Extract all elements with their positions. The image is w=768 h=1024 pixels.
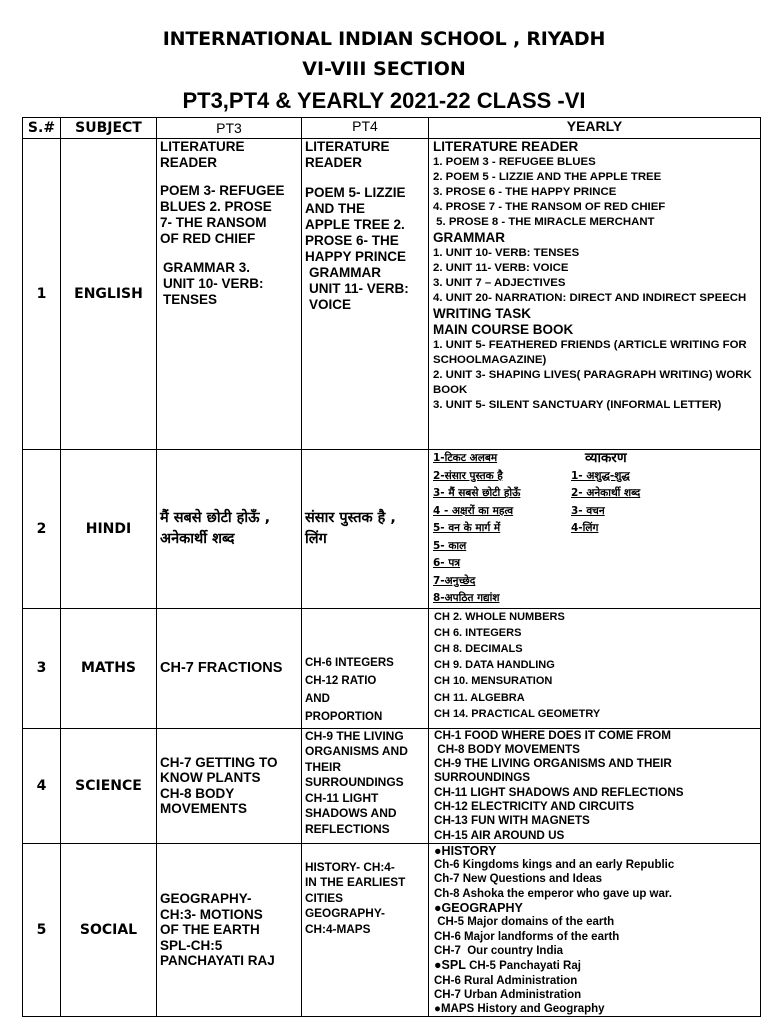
list-item: CH-13 FUN WITH MAGNETS <box>434 814 590 828</box>
chapter-text: 8-अपठित गद्यांश <box>433 592 500 604</box>
table-row <box>23 139 761 450</box>
school-name: INTERNATIONAL INDIAN SCHOOL , RIYADH <box>162 28 606 50</box>
list-item: ●MAPS History and Geography <box>434 1003 605 1016</box>
list-item: 3. UNIT 7 – ADJECTIVES <box>433 277 566 289</box>
text-line: TENSES <box>163 292 218 307</box>
pt3-syllabus <box>157 450 302 609</box>
text-line: 7- THE RANSOM <box>160 215 267 230</box>
chapter-text: 3- मैं सबसे छोटी होऊँ <box>433 487 521 499</box>
list-item: 2. UNIT 11- VERB: VOICE <box>433 262 569 274</box>
yearly-syllabus <box>429 728 761 843</box>
text-line: GEOGRAPHY- <box>160 891 252 907</box>
text-line: मैं सबसे छोटी होऊँ , <box>160 509 271 526</box>
list-item: CH-7 Our country India <box>434 944 564 957</box>
list-item: SURROUNDINGS <box>434 771 531 785</box>
table-row <box>23 608 761 728</box>
grammar-text: 4-लिंग <box>571 522 599 534</box>
list-item: CH 2. WHOLE NUMBERS <box>434 610 565 623</box>
section-heading: MAIN COURSE BOOK <box>433 322 574 337</box>
subject-name: SOCIAL <box>61 843 157 1017</box>
section-heading: GRAMMAR <box>433 230 505 245</box>
list-item: CH-12 ELECTRICITY AND CIRCUITS <box>434 799 634 813</box>
text-line: VOICE <box>309 297 352 312</box>
section-title: VI-VIII SECTION <box>302 58 466 80</box>
list-item-text: CH-5 Panchayati Raj <box>465 960 581 973</box>
list-item <box>433 555 756 573</box>
text-line: CH:4-MAPS <box>305 921 371 936</box>
list-item: 2. POEM 5 - LIZZIE AND THE APPLE TREE <box>433 171 662 183</box>
serial-number: 2 <box>23 450 61 609</box>
table-row <box>23 450 761 609</box>
yearly-syllabus <box>429 843 761 1017</box>
text-line: PROPORTION <box>305 710 383 723</box>
col-header-pt4: PT4 <box>302 118 429 139</box>
list-item: CH-7 Urban Administration <box>434 988 582 1001</box>
serial-number: 5 <box>23 843 61 1017</box>
text-line: PANCHAYATI RAJ <box>160 953 275 969</box>
list-item <box>433 573 756 591</box>
text-line: GEOGRAPHY- <box>305 906 385 921</box>
text-line: CH-8 BODY <box>160 785 235 801</box>
list-item: CH 11. ALGEBRA <box>434 691 525 704</box>
list-item: CH 9. DATA HANDLING <box>434 659 555 672</box>
section-heading: WRITING TASK <box>433 306 531 321</box>
list-item <box>434 958 755 973</box>
list-item: Ch-8 Ashoka the emperor who gave up war. <box>434 887 672 900</box>
pt4-syllabus <box>302 843 429 1017</box>
grammar-text: 3- वचन <box>571 504 605 517</box>
list-item: CH-8 BODY MOVEMENTS <box>434 742 580 756</box>
exam-title: PT3,PT4 & YEARLY 2021-22 CLASS -VI <box>182 88 586 113</box>
text-line: BLUES 2. PROSE <box>160 199 272 214</box>
list-item: CH-11 LIGHT SHADOWS AND REFLECTIONS <box>434 785 684 799</box>
subject-name: ENGLISH <box>61 139 157 450</box>
text-line: लिंग <box>305 530 327 547</box>
list-item: CH 8. DECIMALS <box>434 642 523 655</box>
text-line: PROSE 6- THE <box>305 233 399 248</box>
list-item: 3. UNIT 5- SILENT SANCTUARY (INFORMAL LETTER) <box>433 399 722 411</box>
pt4-syllabus <box>302 728 429 843</box>
list-item: CH 6. INTEGERS <box>434 626 522 639</box>
text-line: POEM 5- LIZZIE <box>305 185 406 200</box>
pt3-syllabus <box>157 139 302 450</box>
section-heading: ●GEOGRAPHY <box>434 901 523 916</box>
text-line: OF RED CHIEF <box>160 231 256 246</box>
subject-name: HINDI <box>61 450 157 609</box>
text-line: AND <box>305 692 330 705</box>
subject-name: MATHS <box>61 608 157 728</box>
grammar-heading: व्याकरण <box>585 450 627 466</box>
grammar-text: 1- अशुद्ध-शुद्ध <box>571 469 630 482</box>
pt4-syllabus <box>302 608 429 728</box>
col-header-sn: S.# <box>23 118 61 139</box>
list-item: 4. PROSE 7 - THE RANSOM OF RED CHIEF <box>433 201 666 213</box>
list-item: 1. UNIT 5- FEATHERED FRIENDS (ARTICLE WRITING FOR SCHOOLMAGAZINE) <box>433 339 747 366</box>
pt4-syllabus <box>302 139 429 450</box>
list-item: Ch-7 New Questions and Ideas <box>434 873 603 886</box>
col-header-yearly: YEARLY <box>429 118 761 139</box>
chapter-text: 5- वन के मार्ग में <box>433 522 501 534</box>
text-line: CITIES <box>305 890 344 905</box>
table-row <box>23 728 761 843</box>
text-line: APPLE TREE 2. <box>305 217 405 232</box>
section-heading: ●HISTORY <box>434 843 497 858</box>
subject-name: SCIENCE <box>61 728 157 843</box>
text-line: THEIR <box>305 759 341 774</box>
list-item: 5. PROSE 8 - THE MIRACLE MERCHANT <box>433 216 655 228</box>
list-item <box>433 485 756 503</box>
text-line: GRAMMAR <box>309 265 381 280</box>
chapter-text: 4 - अक्षरों का महत्व <box>433 504 514 517</box>
pt4-syllabus <box>302 450 429 609</box>
text-line: HAPPY PRINCE <box>305 249 407 264</box>
list-item <box>433 538 756 556</box>
list-item: CH-6 Major landforms of the earth <box>434 930 620 943</box>
yearly-syllabus <box>429 450 761 609</box>
list-item: CH-1 FOOD WHERE DOES IT COME FROM <box>434 728 671 742</box>
list-item: 1. POEM 3 - REFUGEE BLUES <box>433 156 596 168</box>
pt3-syllabus <box>157 608 302 728</box>
text-line: ORGANISMS AND <box>305 744 408 758</box>
text-line: CH-12 RATIO <box>305 674 377 687</box>
text-line: GRAMMAR 3. <box>163 260 250 275</box>
chapter-text: 7-अनुच्छेद <box>433 574 476 587</box>
list-item: 2. UNIT 3- SHAPING LIVES( PARAGRAPH WRITING) WORK BOOK <box>433 369 752 396</box>
text-line: REFLECTIONS <box>305 821 390 836</box>
text-line: MOVEMENTS <box>160 801 248 817</box>
list-item: Ch-6 Kingdoms kings and an early Republic <box>434 859 675 872</box>
text-line: UNIT 11- VERB: <box>309 281 409 296</box>
grammar-text: 2- अनेकार्थी शब्द <box>571 487 641 499</box>
text-line: READER <box>305 155 363 170</box>
text-line: SPL-CH:5 <box>160 937 223 953</box>
serial-number: 4 <box>23 728 61 843</box>
col-header-subject: SUBJECT <box>61 118 157 139</box>
list-item: CH 10. MENSURATION <box>434 675 553 688</box>
list-item <box>433 468 756 486</box>
table-row <box>23 843 761 1017</box>
text-line: CH-6 INTEGERS <box>305 656 394 669</box>
text-line: CH:3- MOTIONS <box>160 906 263 922</box>
section-heading: ●SPL <box>434 958 466 973</box>
list-item: CH-9 THE LIVING ORGANISMS AND THEIR <box>434 757 672 771</box>
pt3-syllabus <box>157 843 302 1017</box>
chapter-text: 1-टिकट अलबम <box>433 452 498 464</box>
text-line: संसार पुस्तक है , <box>305 509 396 526</box>
chapter-text: 6- पत्र <box>433 557 461 569</box>
text-line: KNOW PLANTS <box>160 770 261 786</box>
list-item <box>433 503 756 521</box>
section-heading: LITERATURE READER <box>433 139 579 154</box>
text-line: CH-7 GETTING TO <box>160 754 278 770</box>
yearly-syllabus <box>429 608 761 728</box>
yearly-syllabus <box>429 139 761 450</box>
text-line: READER <box>160 155 218 170</box>
text-line: SHADOWS AND <box>305 806 397 820</box>
table-header-row <box>23 118 761 139</box>
list-item: CH-6 Rural Administration <box>434 974 578 987</box>
pt3-syllabus <box>157 728 302 843</box>
text-line: HISTORY- CH:4- <box>305 859 395 874</box>
list-item: CH 14. PRACTICAL GEOMETRY <box>434 707 601 720</box>
text-line: POEM 3- REFUGEE <box>160 183 285 198</box>
col-header-pt3: PT3 <box>157 118 302 139</box>
text-line: SURROUNDINGS <box>305 775 404 789</box>
chapter-text: 5- काल <box>433 539 467 552</box>
text-line: UNIT 10- VERB: <box>163 276 264 291</box>
serial-number: 3 <box>23 608 61 728</box>
list-item: 4. UNIT 20- NARRATION: DIRECT AND INDIRECT SPEECH <box>433 292 747 304</box>
serial-number: 1 <box>23 139 61 450</box>
text-line: अनेकार्थी शब्द <box>160 530 235 547</box>
text-line: OF THE EARTH <box>160 922 260 938</box>
list-item: 3. PROSE 6 - THE HAPPY PRINCE <box>433 186 617 198</box>
text-line: LITERATURE <box>305 139 390 154</box>
text-line: CH-11 LIGHT <box>305 790 379 805</box>
list-item: 1. UNIT 10- VERB: TENSES <box>433 247 580 259</box>
list-item: CH-15 AIR AROUND US <box>434 828 565 842</box>
text-line: CH-7 FRACTIONS <box>160 660 283 676</box>
text-line: LITERATURE <box>160 139 245 154</box>
text-line: CH-9 THE LIVING <box>305 728 404 743</box>
list-item <box>433 590 756 608</box>
text-line: AND THE <box>305 201 365 216</box>
list-item <box>433 520 756 538</box>
chapter-text: 2-संसार पुस्तक है <box>433 469 503 482</box>
list-item <box>433 450 756 468</box>
syllabus-table <box>22 117 761 1017</box>
text-line: IN THE EARLIEST <box>305 875 406 890</box>
list-item: CH-5 Major domains of the earth <box>434 916 615 929</box>
